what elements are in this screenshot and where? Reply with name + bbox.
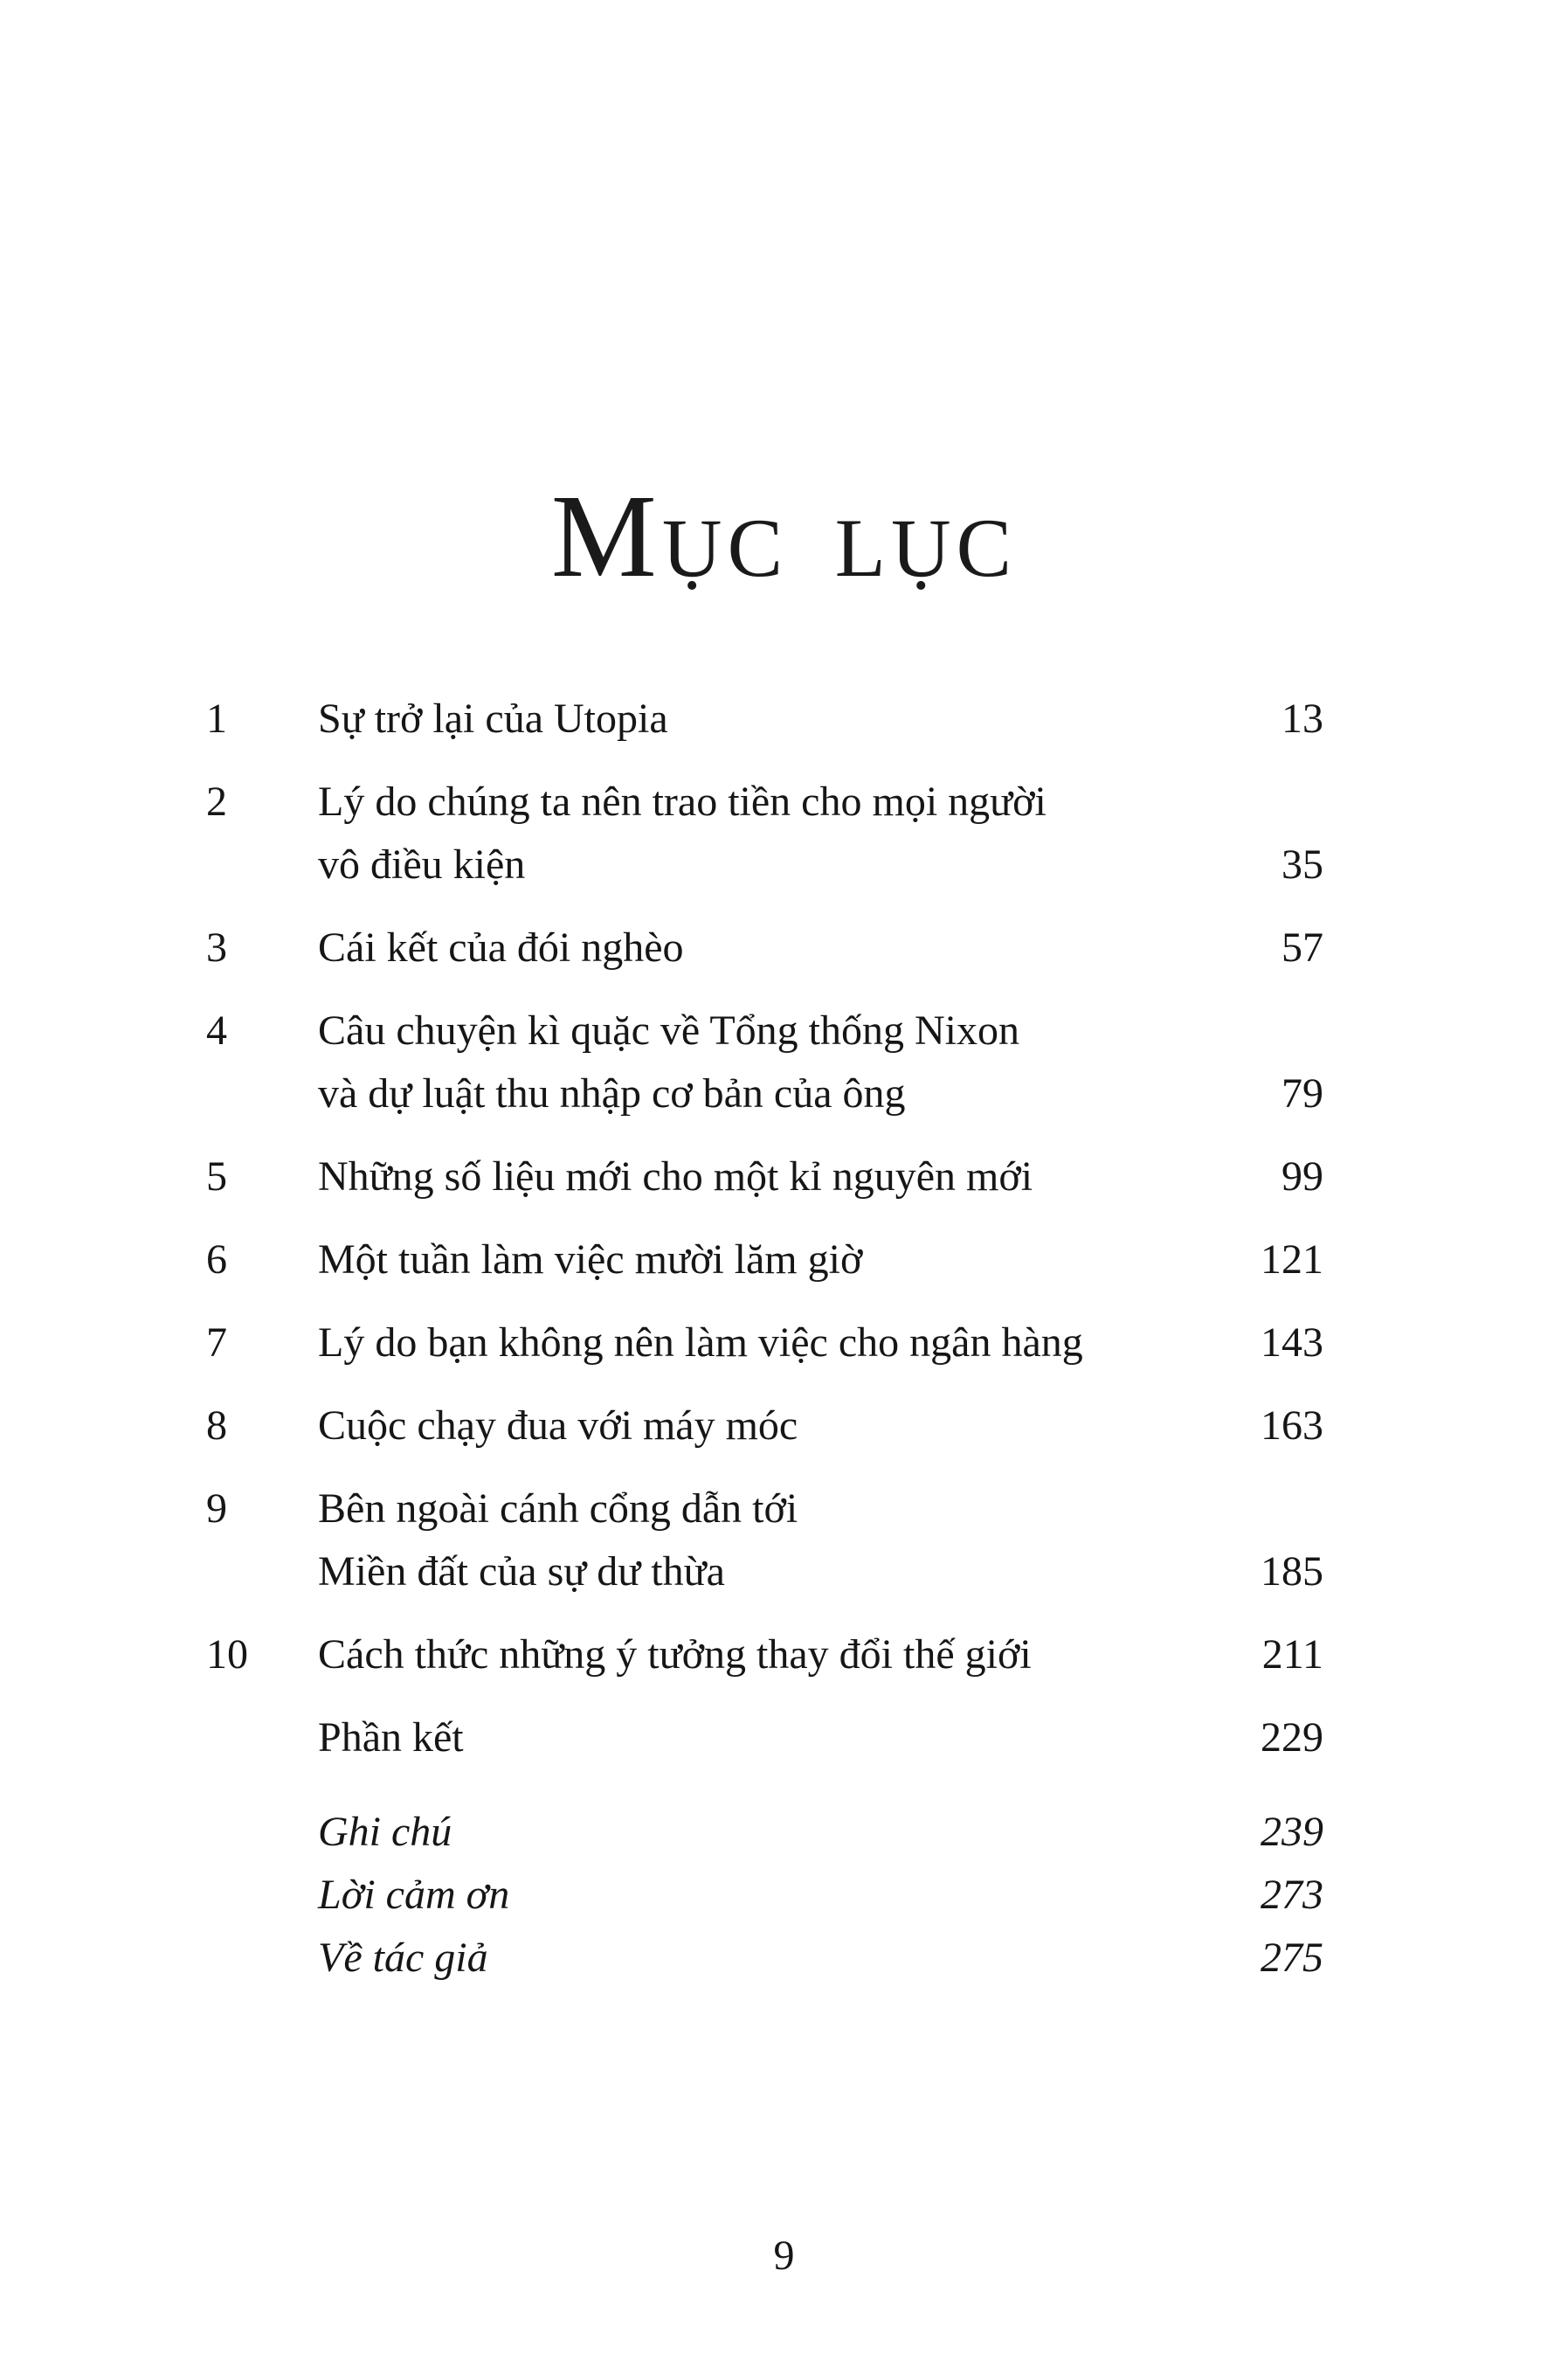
back-matter-entry bbox=[206, 1801, 1323, 1864]
chapter-title-line: Một tuần làm việc mười lăm giờ bbox=[318, 1236, 863, 1283]
chapter-page-number: 57 bbox=[1281, 924, 1323, 971]
chapter-title-line: Bên ngoài cánh cổng dẫn tới bbox=[318, 1485, 798, 1532]
chapter-number: 5 bbox=[206, 1153, 227, 1200]
chapter-page-number: 121 bbox=[1261, 1236, 1323, 1283]
toc-entry bbox=[206, 1229, 1323, 1291]
chapter-page-number: 163 bbox=[1261, 1402, 1323, 1449]
toc-entry bbox=[206, 917, 1323, 979]
chapter-number: 3 bbox=[206, 924, 227, 971]
back-matter-title-line: Lời cảm ơn bbox=[318, 1872, 510, 1918]
chapter-number: 10 bbox=[206, 1631, 248, 1678]
chapter-title bbox=[318, 917, 1281, 979]
toc-entry bbox=[206, 1000, 1323, 1125]
back-matter-title bbox=[318, 1927, 1261, 1990]
chapter-title bbox=[318, 1145, 1281, 1208]
footer-page-number: 9 bbox=[773, 2232, 795, 2279]
chapter-title-line: vô điều kiện bbox=[318, 841, 526, 888]
page-title: Mục lục bbox=[550, 471, 1018, 603]
chapter-page-number: 229 bbox=[1261, 1714, 1323, 1761]
chapter-title-line: Sự trở lại của Utopia bbox=[318, 696, 668, 742]
chapter-title-line: Miền đất của sự dư thừa bbox=[318, 1548, 725, 1595]
toc-entry bbox=[206, 1145, 1323, 1208]
chapter-title-line: Cái kết của đói nghèo bbox=[318, 924, 684, 971]
back-matter-page-number: 275 bbox=[1261, 1934, 1323, 1981]
toc-entry bbox=[206, 771, 1323, 896]
chapter-title bbox=[318, 688, 1281, 751]
back-matter-title-line: Về tác giả bbox=[318, 1934, 488, 1981]
chapter-page-number: 35 bbox=[1281, 841, 1323, 888]
chapter-title bbox=[318, 1706, 1261, 1769]
back-matter-title bbox=[318, 1864, 1261, 1927]
back-matter-page-number: 239 bbox=[1261, 1809, 1323, 1855]
back-matter-title bbox=[318, 1801, 1261, 1864]
back-matter-entry bbox=[206, 1927, 1323, 1990]
chapter-number: 4 bbox=[206, 1007, 227, 1054]
chapter-page-number: 211 bbox=[1261, 1631, 1323, 1678]
chapter-title bbox=[318, 1478, 1261, 1603]
chapter-number: 8 bbox=[206, 1402, 227, 1449]
chapter-title-line: Lý do chúng ta nên trao tiền cho mọi người bbox=[318, 779, 1046, 825]
chapter-title bbox=[318, 1623, 1262, 1686]
table-of-contents bbox=[206, 688, 1323, 1990]
chapter-title-line: Cuộc chạy đua với máy móc bbox=[318, 1402, 798, 1449]
chapter-page-number: 143 bbox=[1261, 1319, 1323, 1366]
chapter-title-line: Phần kết bbox=[318, 1714, 464, 1761]
chapter-title bbox=[318, 1395, 1261, 1457]
chapter-title bbox=[318, 771, 1281, 896]
toc-entry bbox=[206, 1312, 1323, 1374]
chapter-title-line: Những số liệu mới cho một kỉ nguyên mới bbox=[318, 1153, 1033, 1200]
chapter-number: 1 bbox=[206, 696, 227, 742]
chapter-number: 2 bbox=[206, 779, 227, 825]
toc-entry bbox=[206, 1395, 1323, 1457]
chapter-title-line: Cách thức những ý tưởng thay đổi thế giới bbox=[318, 1631, 1032, 1678]
toc-entry bbox=[206, 1623, 1323, 1686]
chapter-number: 7 bbox=[206, 1319, 227, 1366]
back-matter-entry bbox=[206, 1864, 1323, 1927]
chapter-title bbox=[318, 1000, 1281, 1125]
back-matter-title-line: Ghi chú bbox=[318, 1809, 452, 1855]
chapter-title bbox=[318, 1312, 1261, 1374]
chapter-title-line: và dự luật thu nhập cơ bản của ông bbox=[318, 1070, 906, 1117]
back-matter-page-number: 273 bbox=[1261, 1872, 1323, 1918]
chapter-page-number: 185 bbox=[1261, 1548, 1323, 1595]
chapter-page-number: 79 bbox=[1281, 1070, 1323, 1117]
chapter-page-number: 99 bbox=[1281, 1153, 1323, 1200]
toc-entry bbox=[206, 1478, 1323, 1603]
chapter-title-line: Lý do bạn không nên làm việc cho ngân hàng bbox=[318, 1319, 1083, 1366]
chapter-number: 6 bbox=[206, 1236, 227, 1283]
chapter-number: 9 bbox=[206, 1485, 227, 1532]
chapter-page-number: 13 bbox=[1281, 696, 1323, 742]
toc-entry bbox=[206, 688, 1323, 751]
chapter-title bbox=[318, 1229, 1261, 1291]
chapter-title-line: Câu chuyện kì quặc về Tổng thống Nixon bbox=[318, 1007, 1019, 1054]
back-matter-section bbox=[206, 1801, 1323, 1990]
toc-entry-epilogue bbox=[206, 1706, 1323, 1769]
